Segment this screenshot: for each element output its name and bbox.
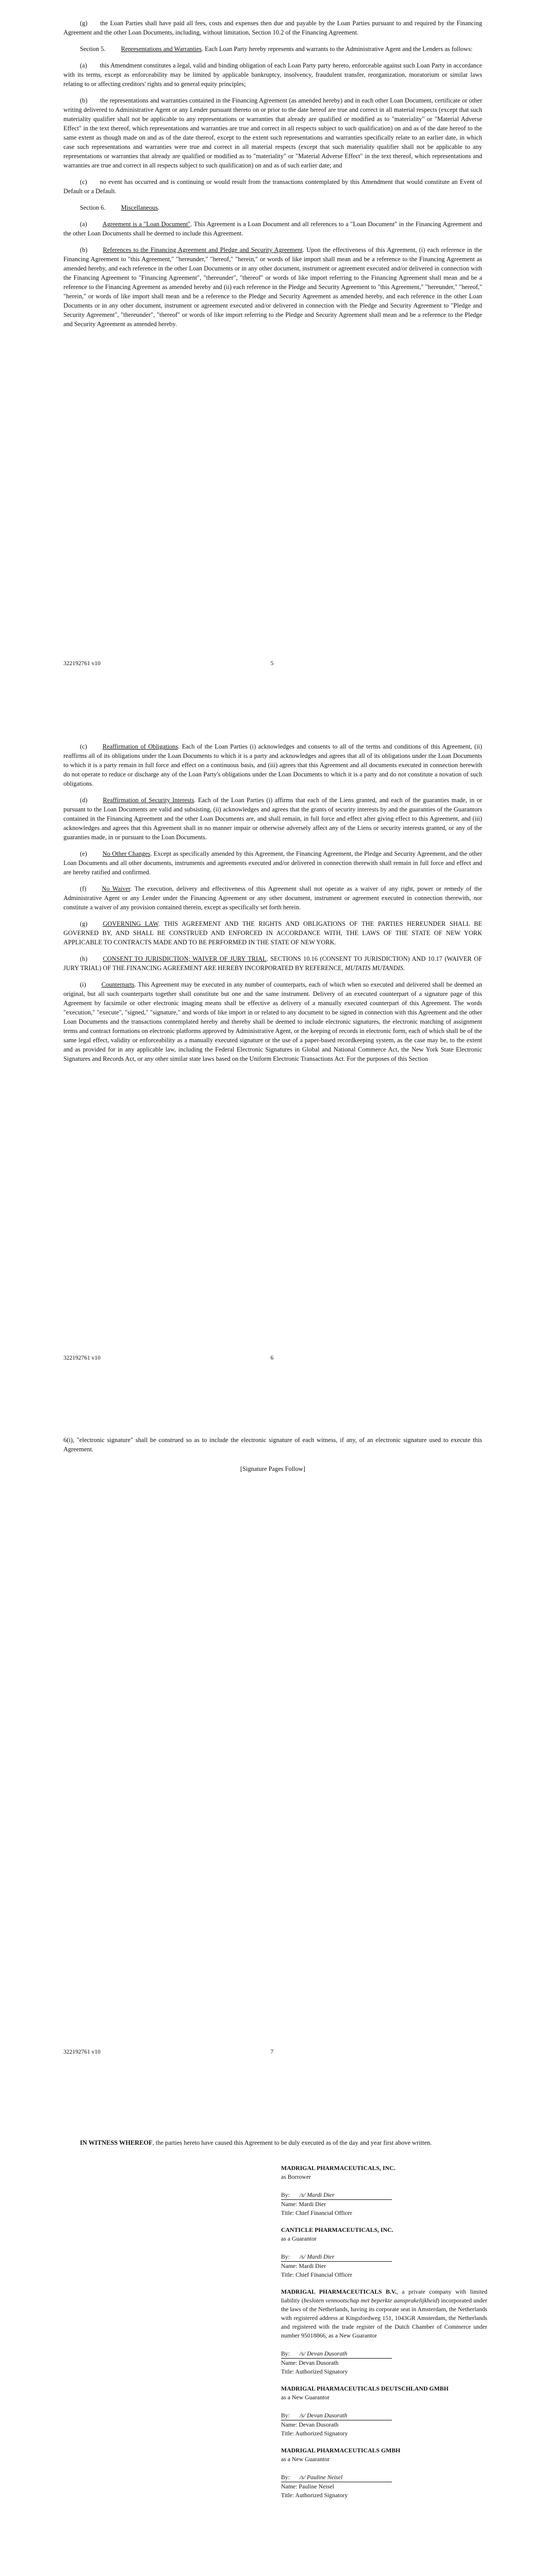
witness-text: , the parties hereto have caused this Agreement to be duly executed as of the day and year first above written.: [152, 2139, 432, 2146]
signer-company: MADRIGAL PHARMACEUTICALS, INC.: [281, 2164, 395, 2172]
paragraph-6c: [63, 742, 482, 788]
paragraph-6g: [63, 919, 482, 947]
signature-line: [281, 2191, 392, 2200]
signature-line: [281, 2349, 392, 2359]
witness-heading: IN WITNESS WHEREOF: [80, 2139, 153, 2146]
paragraph-6h-title: CONSENT TO JURISDICTION; WAIVER OF JURY TRIAL: [103, 955, 267, 962]
paragraph-5c: (c) no event has occurred and is continuing or would result from the transactions contemplated by this Amendment that would constitute an Event of Default or a Default.: [63, 178, 482, 195]
paragraph-6h: [63, 954, 482, 973]
page-6-body: [63, 742, 482, 1063]
signer-name-line: [281, 2359, 487, 2367]
witness-clause: [63, 2138, 482, 2147]
section-6-number: Section 6.: [80, 204, 106, 211]
paragraph-6f-number: (f): [80, 885, 87, 892]
paragraph-6i-number: (i): [80, 981, 86, 988]
signature-block-madrigal-bv: [281, 2287, 487, 2376]
page-number: 5: [270, 660, 274, 667]
signature: /s/ Mardi Dier: [300, 2191, 335, 2198]
signer-title-line: [281, 2367, 487, 2376]
name-label: Name:: [281, 2262, 298, 2269]
paragraph-5a: (a) this Amendment constitutes a legal, valid and binding obligation of each Loan Party party hereto, enforceable against such Loan Party in accordance with its terms, except as enforceability may be limited by applicable bankruptcy, insolvency, fraudulent transfer, reorganization, moratorium or similar laws relating to or affecting creditors' rights and to general equity principles;: [63, 62, 482, 88]
paragraph-6h-latin: MUTATIS MUTANDIS: [344, 964, 403, 972]
paragraph-5b: (b) the representations and warranties contained in the Financing Agreement (as amended hereby) and in each other Loan Document, certificate or other writing delivered to Administrative Agent or any Lender pursuant thereto on or prior to the date hereof are true and correct in all material respects (except that such materiality qualifier shall not be applicable to any representations or warranties that already are qualified or modified as to "materiality" or "Material Adverse Effect" in the text thereof, which representations and warranties are true and correct in all respects subject to such qualification) on and as of the date hereof to the same extent as though made on and as of the date thereof, except to the extent such representations and warranties specifically relate to an earlier date, in which case such representations and warranties were true and correct in all material respects (except that such materiality qualifier shall not be applicable to any representations or warranties that already are qualified or modified as to "materiality" or "Material Adverse Effect" in the text thereof, which representations and warranties are true and correct in all respects subject to such qualification) on and as of such earlier date; and: [63, 97, 482, 169]
paragraph-6c-number: (c): [80, 743, 87, 750]
signer-name: Mardi Dier: [299, 2262, 326, 2269]
signer-title-line: [281, 2429, 487, 2438]
section-6-title: Miscellaneous: [121, 204, 158, 211]
signature-block-madrigal-gmbh: [281, 2446, 487, 2500]
signer-role: as Borrower: [281, 2173, 311, 2180]
signer-description-2: ) incorporated under the laws of the Netherlands, having its corporate seat in Amsterdam, the Netherlands with registered address at Kingsfordweg 151, 1043GR Amsterdam, the Netherlands and registered with the trade register of the Dutch Chamber of Commerce under number 95018866, as a New Guarantor: [281, 2297, 487, 2339]
page-number: 7: [270, 2049, 274, 2055]
paragraph-6c-text: . Each of the Loan Parties (i) acknowledges and consents to all of the terms and conditions of this Agreement, (ii) reaffirms all of its obligations under the Loan Documents to which it is a party and acknowledges and agrees that all of its obligations under the Loan Documents to which it is a party remain in full force and effect on a continuous basis, and (iii) agrees that this Agreement and all documents executed in connection herewith do not operate to reduce or discharge any of the Loan Party's obligations under the Loan Documents to which it is a party and do not constitute a novation of such obligations.: [63, 743, 482, 787]
signature: /s/ Mardi Dier: [300, 2253, 335, 2260]
name-label: Name:: [281, 2483, 298, 2490]
paragraph-6i-text: . This Agreement may be executed in any number of counterparts, each of which when so executed and delivered shall be deemed an original, but all such counterparts together shall constitute but one and the same instrument. Delivery of an executed counterpart of a signature page of this Agreement by facsimile or other electronic imaging means shall be effective as delivery of a manually executed counterpart of this Agreement. The words "execution," "execute", "signed," "signature," and words of like import in or related to any document to be signed in connection with this Agreement and the other Loan Documents and the transactions contemplated hereby and thereby shall be deemed to include electronic signatures, the electronic matching of assignment terms and contract formations on electronic platforms approved by Administrative Agent, or the keeping of records in electronic form, each of which shall be of the same legal effect, validity or enforceability as a manually executed signature or the use of a paper-based recordkeeping system, as the case may be, to the extent and as provided for in any applicable law, including the Federal Electronic Signatures in Global and National Commerce Act, the New York State Electronic Signatures and Records Act, or any other similar state laws based on the Uniform Electronic Transactions Act. For the purposes of this Section: [63, 981, 482, 1062]
paragraph-6b-number: (b): [80, 246, 88, 253]
name-label: Name:: [281, 2421, 298, 2428]
signer-name-line: [281, 2482, 487, 2491]
page-6: [0, 696, 544, 1391]
paragraph-6b: [63, 245, 482, 329]
paragraph-6g-text: . THIS AGREEMENT AND THE RIGHTS AND OBLIGATIONS OF THE PARTIES HEREUNDER SHALL BE GOVERNED BY, AND SHALL BE CONSTRUED AND ENFORCED IN ACCORDANCE WITH, THE LAWS OF THE STATE OF NEW YORK APPLICABLE TO CONTRACTS MADE AND TO BE PERFORMED IN THE STATE OF NEW YORK.: [63, 920, 482, 946]
signer-description-1: , a private company with limited liability (: [281, 2288, 487, 2304]
paragraph-6g-title: GOVERNING LAW: [103, 920, 158, 927]
signature-line: [281, 2411, 392, 2420]
signer-title: Authorized Signatory: [295, 2430, 348, 2437]
signature-block-borrower: [281, 2164, 487, 2217]
paragraph-6b-title: References to the Financing Agreement and Pledge and Security Agreement: [103, 246, 303, 253]
section-5-intro: . Each Loan Party hereby represents and warrants to the Administrative Agent and the Lenders as follows:: [201, 45, 473, 53]
signer-name-line: [281, 2262, 487, 2270]
by-label: By:: [281, 2412, 290, 2419]
signer-name: Devan Dusorath: [299, 2359, 339, 2366]
paragraph-6h-number: (h): [80, 955, 88, 962]
paragraph-6f-title: No Waiver: [102, 885, 130, 892]
signature-pages-follow: [Signature Pages Follow]: [240, 1465, 305, 1472]
signer-title: Authorized Signatory: [295, 2492, 348, 2499]
signer-name-line: [281, 2420, 487, 2429]
paragraph-6a-number: (a): [80, 221, 87, 228]
paragraph-6d-title: Reaffirmation of Security Interests: [103, 796, 194, 804]
signature-block-canticle: [281, 2226, 487, 2279]
signature: /s/ Devan Dusorath: [300, 2412, 348, 2419]
paragraph-6e-text: . Except as specifically amended by this Agreement, the Financing Agreement, the Pledge and Security Agreement, and the other Loan Documents and all other documents, instruments and agreements executed and/or delivered in connection therewith shall remain in full force and effect and are hereby ratified and confirmed.: [63, 850, 482, 876]
document-code: 322192761 v10: [63, 2049, 101, 2055]
paragraph-6f-text: . The execution, delivery and effectiveness of this Agreement shall not operate as a waiver of any right, power or remedy of the Administrative Agent or any Lender under the Financing Agreement or any other document, instrument or agreement executed in connection therewith, nor constitute a waiver of any provision contained therein, except as specifically set forth herein.: [63, 885, 482, 911]
paragraph-6a-title: Agreement is a "Loan Document": [102, 221, 191, 228]
document-code: 322192761 v10: [63, 660, 101, 667]
title-label: Title:: [281, 2271, 294, 2278]
paragraph-6e: [63, 849, 482, 877]
paragraph-6i: [63, 980, 482, 1063]
page-7: [0, 1391, 544, 2087]
by-label: By:: [281, 2350, 290, 2357]
paragraph-6f: [63, 884, 482, 912]
signature-block-madrigal-deutschland: [281, 2384, 487, 2438]
by-label: By:: [281, 2473, 290, 2481]
signer-name: Mardi Dier: [299, 2200, 326, 2208]
signer-title-line: [281, 2491, 487, 2500]
paragraph-6d: [63, 795, 482, 842]
paragraph-6b-text: . Upon the effectiveness of this Agreement, (i) each reference in the Financing Agreement to "this Agreement," "hereunder," "hereof," "herein," or words of like import shall mean and be a reference to the Financing Agreement as amended hereby, and each reference in the other Loan Documents or in any other document, instrument or agreement executed and/or delivered in connection with the Financing Agreement to "Financing Agreement", "thereunder", "thereof" or words of like import referring to the Financing Agreement shall mean and be a reference to the Financing Agreement as amended hereby and (ii) each reference in the Pledge and Security Agreement to "this Agreement," "hereunder," "hereof," "herein," or words of like import shall mean and be a reference to the Pledge and Security Agreement as amended hereby, and each reference in the other Loan Documents or in any other document, instrument or agreement executed and/or delivered in connection with the Pledge and Security Agreement to "Pledge and Security Agreement", "thereunder", "thereof" or words of like import referring to the Pledge and Security Agreement shall mean and be a reference to the Pledge and Security Agreement as amended hereby.: [63, 246, 482, 328]
section-5-heading: [63, 44, 482, 54]
page-5-body: [63, 19, 482, 329]
document-code: 322192761 v10: [63, 1355, 101, 1361]
name-label: Name:: [281, 2359, 298, 2366]
signature-blocks: [281, 2164, 487, 2500]
page-7-body: [63, 1435, 482, 1473]
signer-name: Devan Dusorath: [299, 2421, 339, 2428]
signer-title-line: [281, 2209, 487, 2217]
signature-line: [281, 2473, 392, 2482]
signer-role: as a New Guarantor: [281, 2394, 330, 2401]
section-5-number: Section 5.: [80, 45, 106, 53]
paragraph-6a: [63, 219, 482, 238]
paragraph-6h-end: .: [403, 964, 405, 972]
signature-line: [281, 2252, 392, 2262]
signature: /s/ Devan Dusorath: [300, 2350, 348, 2357]
page-number: 6: [270, 1355, 274, 1361]
section-6-heading: [63, 203, 482, 212]
signer-name: Pauline Neisel: [299, 2483, 334, 2490]
paragraph-6i-title: Counterparts: [101, 981, 135, 988]
paragraph-6h-text: . SECTIONS 10.16 (CONSENT TO JURISDICTION) AND 10.17 (WAIVER OF JURY TRIAL) OF THE FINANCING AGREEMENT ARE HEREBY INCORPORATED BY REFERENCE,: [63, 955, 482, 972]
title-label: Title:: [281, 2492, 294, 2499]
by-label: By:: [281, 2253, 290, 2260]
signer-company: CANTICLE PHARMACEUTICALS, INC.: [281, 2226, 393, 2233]
signer-company: MADRIGAL PHARMACEUTICALS GMBH: [281, 2447, 401, 2454]
page-5: [0, 0, 544, 696]
section-6-dot: .: [158, 204, 160, 211]
title-label: Title:: [281, 2430, 294, 2437]
title-label: Title:: [281, 2368, 294, 2375]
paragraph-6e-number: (e): [80, 850, 87, 857]
name-label: Name:: [281, 2200, 298, 2208]
paragraph-g: (g) the Loan Parties shall have paid all fees, costs and expenses then due and payable by the Loan Parties pursuant to and required by the Financing Agreement and the other Loan Documents, including, without limitation, Section 10.2 of the Financing Agreement.: [63, 20, 482, 36]
signer-title: Chief Financial Officer: [295, 2209, 352, 2216]
signer-title: Authorized Signatory: [295, 2368, 348, 2375]
paragraph-6a-text: . This Agreement is a Loan Document and all references to a "Loan Document" in the Financing Agreement and the other Loan Documents shall be deemed to include this Agreement.: [63, 221, 483, 237]
paragraph-6d-text: . Each of the Loan Parties (i) affirms that each of the Liens granted, and each of the guaranties made, in or pursuant to the Loan Documents are valid and subsisting, (ii) acknowledges and agrees that the grants of security interests by and the guaranties of the Guarantors contained in the Financing Agreement and the other Loan Documents are, and shall remain, in full force and effect after giving effect to this Agreement, and (iii) acknowledges and agrees that this Agreement shall in no manner impair or otherwise adversely affect any of the Liens or security interests granted, or any of the guaranties made, in or pursuant to the Loan Documents.: [63, 796, 482, 841]
paragraph-6c-title: Reaffirmation of Obligations: [102, 743, 178, 750]
signer-role: as a Guarantor: [281, 2235, 317, 2242]
signature-page: [0, 2087, 544, 2576]
signature: /s/ Pauline Neisel: [300, 2473, 343, 2481]
section-5-title: Representations and Warranties: [121, 45, 202, 53]
title-label: Title:: [281, 2209, 294, 2216]
signer-company: MADRIGAL PHARMACEUTICALS B.V.: [281, 2288, 397, 2295]
paragraph-6d-number: (d): [80, 796, 88, 804]
signer-company-description: [281, 2287, 487, 2340]
signer-title-line: [281, 2270, 487, 2279]
signer-role: as a New Guarantor: [281, 2455, 330, 2463]
signer-name-line: [281, 2200, 487, 2209]
paragraph-6g-number: (g): [80, 920, 88, 927]
signer-company: MADRIGAL PHARMACEUTICALS DEUTSCHLAND GMBH: [281, 2385, 449, 2392]
paragraph-6i-continued: 6(i), "electronic signature" shall be construed so as to include the electronic signature of each witness, if any, of an electronic signature used to execute this Agreement.: [63, 1436, 482, 1453]
witness-paragraph: [63, 2138, 482, 2147]
by-label: By:: [281, 2191, 290, 2198]
signer-title: Chief Financial Officer: [295, 2271, 352, 2278]
signer-description-italic: besloten vennootschap met beperkte aansprakelijkheid: [303, 2297, 438, 2304]
paragraph-6e-title: No Other Changes: [102, 850, 151, 857]
